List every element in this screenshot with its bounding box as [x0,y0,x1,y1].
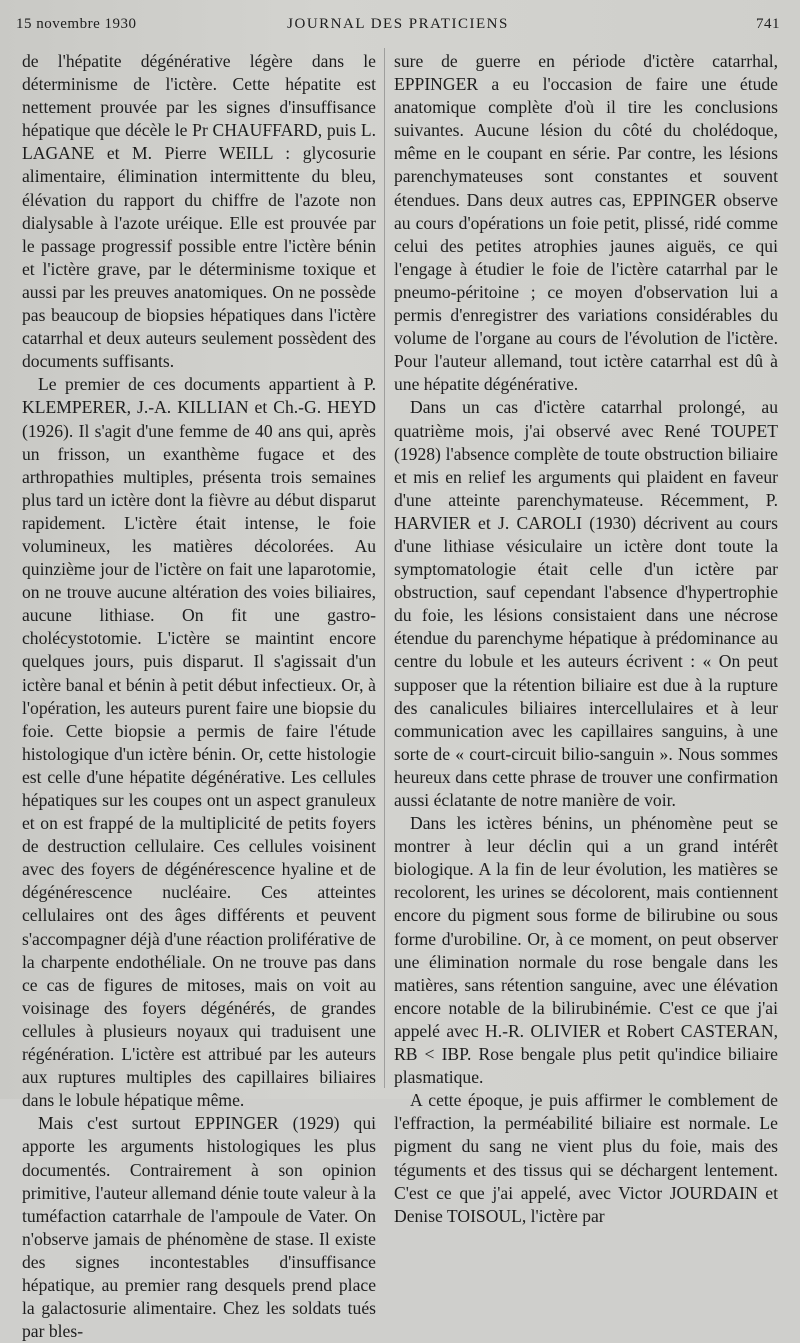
left-column [22,50,376,1343]
paragraph: sure de guerre en période d'ictère catarrhal, EPPINGER a eu l'occasion de faire une étude anatomique complète d'où il tire les conclusions suivantes. Aucune lésion du côté du cholédoque, même en le coupant en série. Par contre, les lésions parenchymateuses sont constantes et souvent étendues. Dans deux autres cas, EPPINGER observe au cours d'opérations un foie petit, plissé, ridé comme celui des petites atrophies jaunes aiguës, ce qui l'engage à étudier le foie de l'ictère catarrhal par le pneumo-péritoine ; ce moyen d'observation lui a permis d'enregistrer des variations considérables du volume de l'organe au cours de l'évolution de l'ictère. Pour l'auteur allemand, tout ictère catarrhal est dû à une hépatite dégénérative. [394,51,778,395]
paragraph: Dans les ictères bénins, un phénomène peut se montrer à leur déclin qui a un grand intérêt biologique. A la fin de leur évolution, les matières se recolorent, les urines se décolorent, mais contiennent encore du pigment sous forme de bilirubine ou sous forme d'urobiline. Or, à ce moment, on peut observer une élimination normale du rose bengale dans les matières, sans rétention sanguine, avec une élévation encore notable de la bilirubinémie. C'est ce que j'ai appelé avec H.-R. OLIVIER et Robert CASTERAN, RB < IBP. Rose bengale plus petit qu'indice biliaire plasmatique. [394,813,778,1088]
paragraph: de l'hépatite dégénérative légère dans le déterminisme de l'ictère. Cette hépatite est nettement prouvée par les signes d'insuffisance hépatique que décèle le Pr CHAUFFARD, puis L. LAGANE et M. Pierre WEILL : glycosurie alimentaire, élimination intermittente du bleu, élévation du rapport du chiffre de l'azote non dialysable à l'azote uréique. Elle est prouvée par le passage progressif possible entre l'ictère bénin et l'ictère grave, par le déterminisme toxique et aussi par les preuves anatomiques. On ne possède pas beaucoup de biopsies hépatiques dans l'ictère catarrhal et deux auteurs seulement possèdent des documents suffisants. [22,51,376,372]
journal-title: JOURNAL DES PRATICIENS [287,16,509,32]
issue-date: 15 novembre 1930 [16,16,137,32]
paragraph: Dans un cas d'ictère catarrhal prolongé, au quatrième mois, j'ai observé avec René TOUPET (1928) l'absence complète de toute obstruction biliaire et mis en relief les arguments qui plaident en faveur d'une atteinte parenchymateuse. Récemment, P. HARVIER et J. CAROLI (1930) décrivent au cours d'une lithiase vésiculaire un ictère dont toute la symptomatologie était celle d'un ictère par obstruction, sauf cependant l'absence d'hypertrophie du foie, les lésions consistaient dans une nécrose étendue du parenchyme hépatique à prédominance au centre du lobule et les auteurs écrivent : « On peut supposer que la rétention biliaire est due à la rupture des canalicules biliaires intercellulaires et à leur communication avec les capillaires sanguins, à une sorte de « court-circuit bilio-sanguin ». Nous sommes heureux dans cette phrase de trouver une confirmation aussi éclatante de notre manière de voir. [394,397,778,810]
right-column [394,50,778,1228]
running-header [16,16,780,36]
page-number: 741 [756,16,780,32]
paragraph: Mais c'est surtout EPPINGER (1929) qui apporte les arguments histologiques les plus documentés. Contrairement à son opinion primitive, l'auteur allemand dénie toute valeur à la tuméfaction catarrhale de l'ampoule de Vater. On n'observe jamais de phénomène de stase. Il existe des signes incontestables d'insuffisance hépatique, au premier rang desquels prend place la galactosurie alimentaire. Chez les soldats tués par bles- [22,1113,376,1342]
paragraph: A cette époque, je puis affirmer le comblement de l'effraction, la perméabilité biliaire est normale. Le pigment du sang ne vient plus du foie, mais des téguments et des tissus qui se déchargent lentement. C'est ce que j'ai appelé, avec Victor JOURDAIN et Denise TOISOUL, l'ictère par [394,1090,778,1226]
paragraph: Le premier de ces documents appartient à P. KLEMPERER, J.-A. KILLIAN et Ch.-G. HEYD (1926). Il s'agit d'une femme de 40 ans qui, après un frisson, un exanthème fugace et des arthropathies multiples, présenta trois semaines plus tard un ictère dont la fièvre au début disparut rapidement. L'ictère était intense, le foie volumineux, les matières décolorées. Au quinzième jour de l'ictère on fait une laparotomie, on ne trouve aucune altération des voies biliaires, aucune lithiase. On fit une gastro-cholécystotomie. L'ictère se maintint encore quelques jours, puis disparut. Il s'agissait d'un ictère banal et bénin à petit début infectieux. Or, à l'opération, les auteurs purent faire une biopsie du foie. Cette biopsie a permis de faire l'étude histologique d'un ictère bénin. Or, cette histologie est celle d'une hépatite dégénérative. Les cellules hépatiques sur les coupes ont un aspect granuleux et on est frappé de la multiplicité de petits foyers de destruction cellulaire. Ces cellules voisinent avec des foyers de dégénérescence hyaline et de dégénérescence nucléaire. Ces atteintes cellulaires ont des âges différents et peuvent s'accompagner déjà d'une réaction proliférative de la charpente endothéliale. On ne trouve pas dans ce cas de figures de mitoses, mais on voit au voisinage des foyers dégénérés, de grandes cellules à plusieurs noyaux qui traduisent une régénération. L'ictère est attribué par les auteurs aux ruptures multiples des capillaires biliaires dans le lobule hépatique même. [22,374,376,1111]
column-divider [384,48,385,1088]
